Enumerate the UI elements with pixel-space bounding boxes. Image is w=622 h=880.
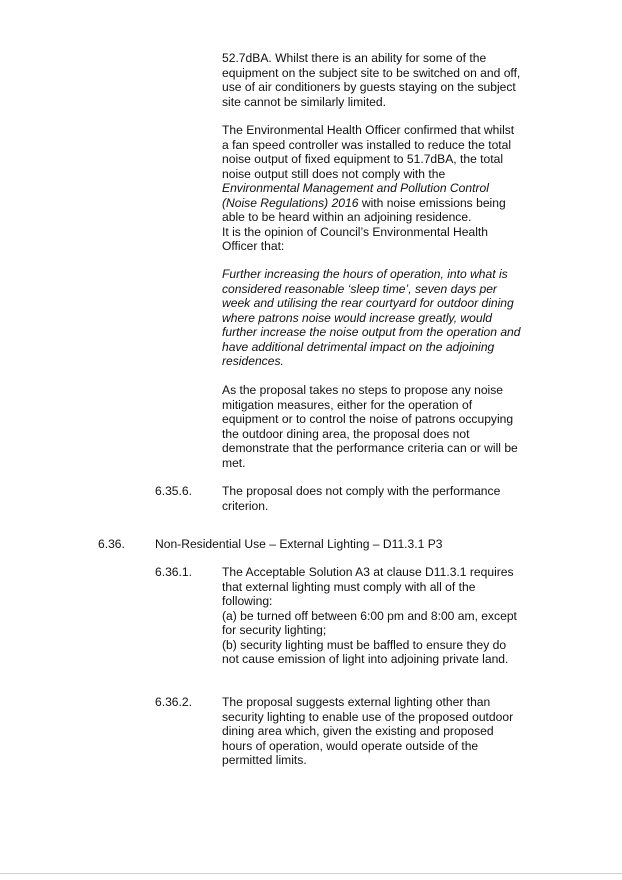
requirement-b: (b) security lighting must be baffled to ensure they do not cause emission of light into adjoining private land. xyxy=(222,637,509,666)
acceptable-solution-text: The Acceptable Solution A3 at clause D11.3.1 requires that external lighting must comply with all of the following: xyxy=(222,565,514,608)
quoted-opinion: Further increasing the hours of operation, into what is considered reasonable ‘sleep time’, seven days per week and utilising the rear courtyard for outdoor dining where patrons noise would increase greatly, would further increase the noise output from the operation and have additional detrimental impact on the adjoining residences. xyxy=(222,267,521,368)
paragraph-noise-limit: 52.7dBA. Whilst there is an ability for some of the equipment on the subject site to be switched on and off, use of air conditioners by guests staying on the subject site cannot be similarly limited. xyxy=(222,51,521,109)
clause-number-6-35-6: 6.35.6. xyxy=(155,484,192,498)
clause-number-6-36-2: 6.36.2. xyxy=(155,695,192,709)
ehs-text-a: The Environmental Health Officer confirmed that whilst a fan speed controller was installed to reduce the total noise output of fixed equipment to 51.7dBA, the total noise output still does not comply with the xyxy=(222,123,515,181)
requirement-a: (a) be turned off between 6:00 pm and 8:00 am, except for security lighting; xyxy=(222,608,517,637)
regulation-title: Environmental Management and Pollution Control (Noise Regulations) 2016 xyxy=(222,181,489,210)
section-heading-6-36: Non-Residential Use – External Lighting – D11.3.1 P3 xyxy=(155,537,443,551)
clause-text-6-36-1 xyxy=(222,565,522,667)
paragraph-ehs-findings xyxy=(222,123,522,254)
paragraph-mitigation: As the proposal takes no steps to propose any noise mitigation measures, either for the operation of equipment or to control the noise of patrons occupying the outdoor dining area, the proposal does not demonstrate that the performance criteria can or will be met. xyxy=(222,383,518,470)
clause-text-6-36-2: The proposal suggests external lighting other than security lighting to enable use of the proposed outdoor dining area which, given the existing and proposed hours of operation, would operate outside of the permitted limits. xyxy=(222,695,514,767)
ehs-text-c: with noise emissions being able to be heard within an adjoining residence. xyxy=(222,195,506,224)
ehs-opinion-intro: It is the opinion of Council’s Environmental Health Officer that: xyxy=(222,224,488,253)
clause-number-6-36-1: 6.36.1. xyxy=(155,565,192,579)
clause-text-6-35-6: The proposal does not comply with the performance criterion. xyxy=(222,484,501,513)
section-number-6-36: 6.36. xyxy=(98,537,125,551)
page-bottom-rule xyxy=(0,873,622,874)
